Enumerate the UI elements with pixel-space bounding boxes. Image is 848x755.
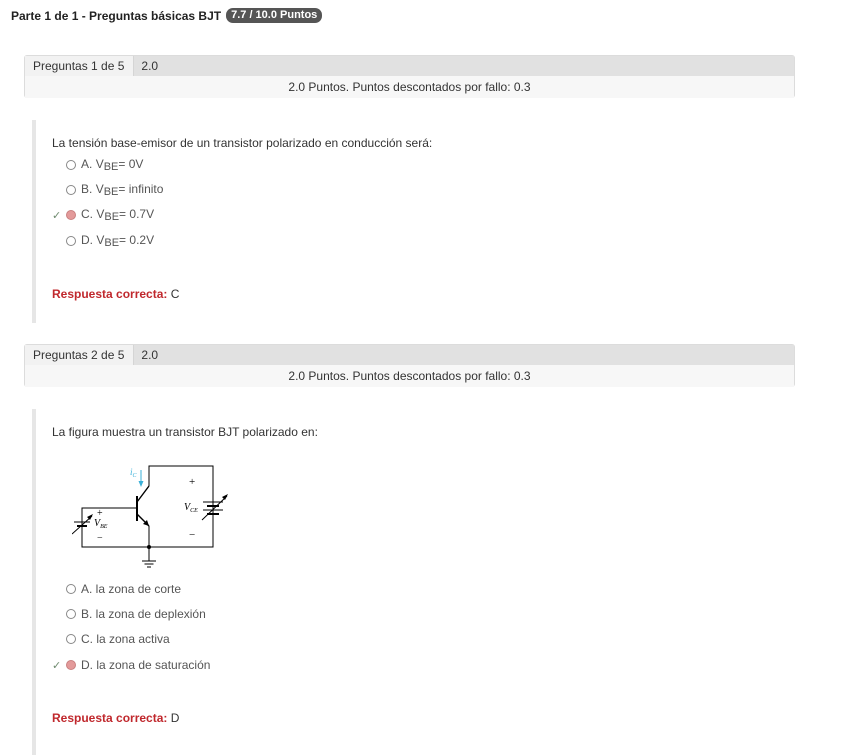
vce-minus: − xyxy=(189,529,196,541)
ic-arrow-icon xyxy=(139,470,144,487)
question-1-bar xyxy=(25,56,794,76)
vbe-plus: + xyxy=(97,508,103,519)
radio-button[interactable] xyxy=(66,609,76,619)
question-1-option-d[interactable] xyxy=(52,232,154,250)
correct-check-icon: ✓ xyxy=(52,659,62,672)
answer-label: Respuesta correcta: xyxy=(52,711,168,725)
question-1-answer xyxy=(52,287,179,301)
radio-button[interactable] xyxy=(66,634,76,644)
junction-dot xyxy=(147,545,151,549)
question-1-header xyxy=(24,55,795,98)
question-2-option-c[interactable] xyxy=(52,630,170,648)
answer-label: Respuesta correcta: xyxy=(52,287,168,301)
option-label: D. $V_{BE}= 0.2V$ xyxy=(81,233,155,249)
ic-label: $i_C$ xyxy=(130,467,137,479)
option-label: D. la zona de saturación xyxy=(81,658,211,672)
question-1-option-a[interactable] xyxy=(52,156,143,174)
vce-adjust-arrow-icon xyxy=(222,494,228,500)
correct-check-icon: ✓ xyxy=(52,209,62,222)
question-1-option-b[interactable] xyxy=(52,181,163,199)
question-2-header xyxy=(24,344,795,387)
collector-loop-wire xyxy=(149,466,213,547)
vbe-label: $V_{BE}$ xyxy=(94,518,108,530)
answer-value: C xyxy=(170,287,180,301)
option-label: A. $V_{BE}= 0V$ xyxy=(81,157,144,173)
radio-button[interactable] xyxy=(66,236,76,246)
vce-plus: + xyxy=(189,476,196,488)
option-label: A. la zona de corte xyxy=(81,582,182,596)
question-2-info: 2.0 Puntos. Puntos descontados por fallo: 0.3 xyxy=(25,365,794,387)
vbe-minus: − xyxy=(97,533,103,544)
radio-button-selected[interactable] xyxy=(66,660,76,670)
part-title xyxy=(11,8,322,23)
bjt-circuit-figure xyxy=(72,464,242,576)
radio-button[interactable] xyxy=(66,160,76,170)
option-label: C. la zona activa xyxy=(81,632,170,646)
ground-icon xyxy=(142,561,156,567)
question-1-points: 2.0 xyxy=(141,59,159,73)
option-label: B. la zona de deplexión xyxy=(81,607,206,621)
question-2-text: La figura muestra un transistor BJT polarizado en: xyxy=(52,425,318,439)
question-2-option-b[interactable] xyxy=(52,605,206,623)
option-label: C. $V_{BE}= 0.7V$ xyxy=(81,207,155,223)
question-2-number: Preguntas 2 de 5 xyxy=(25,345,134,365)
question-2-points: 2.0 xyxy=(141,348,159,362)
question-2-option-a[interactable] xyxy=(52,580,181,598)
question-2-body xyxy=(32,409,795,755)
question-2-bar xyxy=(25,345,794,365)
question-2-option-d[interactable] xyxy=(52,656,210,674)
option-label: B. $V_{BE}=$ infinito xyxy=(81,182,164,198)
transistor-collector xyxy=(137,486,149,502)
base-loop-wire xyxy=(82,508,149,547)
question-1-info: 2.0 Puntos. Puntos descontados por fallo: 0.3 xyxy=(25,76,794,98)
radio-button-selected[interactable] xyxy=(66,210,76,220)
radio-button[interactable] xyxy=(66,584,76,594)
radio-button[interactable] xyxy=(66,185,76,195)
question-1-body xyxy=(32,120,795,323)
question-1-option-c[interactable] xyxy=(52,206,154,224)
answer-value: D xyxy=(170,711,180,725)
question-1-text: La tensión base-emisor de un transistor polarizado en conducción será: xyxy=(52,136,433,150)
vce-battery-icon xyxy=(202,496,227,520)
score-badge: 7.7 / 10.0 Puntos xyxy=(226,8,322,23)
vce-label: $V_{CE}$ xyxy=(184,502,198,514)
question-2-answer xyxy=(52,711,179,725)
part-title-text: Parte 1 de 1 - Preguntas básicas BJT xyxy=(11,8,222,23)
question-1-number: Preguntas 1 de 5 xyxy=(25,56,134,76)
